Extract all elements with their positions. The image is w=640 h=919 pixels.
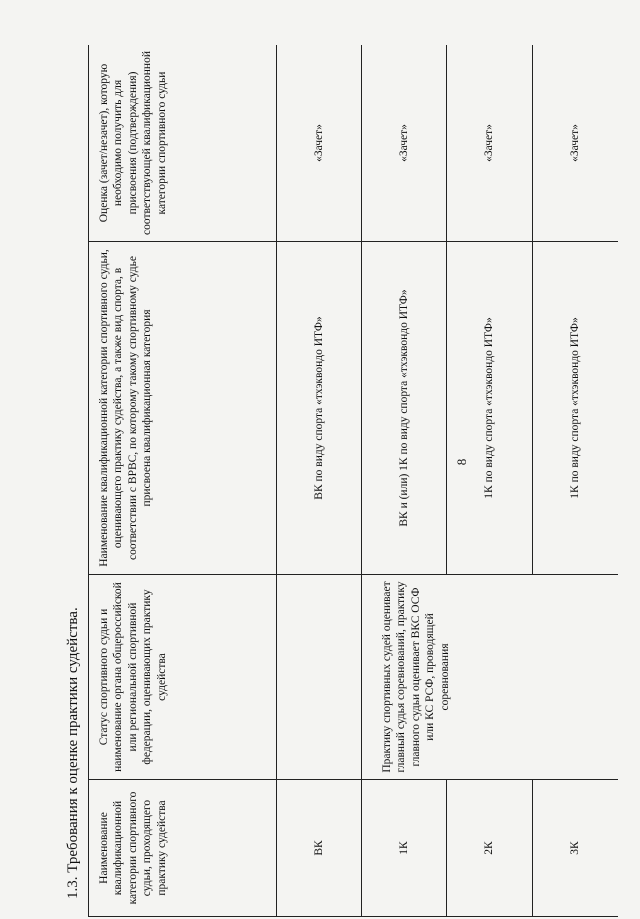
grade-cell: «Зачет» <box>277 45 362 242</box>
table-row <box>277 45 362 917</box>
header-category: Наименование квалификационной категории спортивного судьи, проходящего практику судейства <box>89 780 277 917</box>
status-cell-merged: Практику спортивных судей оценивает главный судья соревнований, практику главного судьи оценивает ВКС ОСФ или КС РСФ, проводящей соревнования <box>362 575 619 780</box>
table-row <box>447 45 533 917</box>
header-status: Статус спортивного судьи и наименование органа общероссийской или региональной спортивной федерации, оценивающих практику судейства <box>89 575 277 780</box>
category-cell: 3К <box>533 780 619 917</box>
category-cell: 2К <box>447 780 533 917</box>
grade-cell: «Зачет» <box>447 45 533 242</box>
header-grade: Оценка (зачет/незачет), которую необходимо получить для присвоения (подтверждения) соответствующей квалификационной категории спортивного судьи <box>89 45 277 242</box>
grade-cell: «Зачет» <box>362 45 447 242</box>
header-evaluator: Наименование квалификационной категории спортивного судьи, оценивающего практику судейства, а также вид спорта, в соответствии с ВРВС, по которому такому спортивному судье присвоена квалификационная категория <box>89 242 277 575</box>
category-cell: ВК <box>277 780 362 917</box>
table-row <box>533 45 619 917</box>
evaluator-cell: 1К по виду спорта «тхэквондо ИТФ» <box>533 242 619 575</box>
table-row <box>362 45 447 917</box>
page-number: 8 <box>454 458 469 466</box>
requirements-table <box>88 45 618 917</box>
evaluator-cell: 1К по виду спорта «тхэквондо ИТФ» <box>447 242 533 575</box>
status-cell-empty <box>277 575 362 780</box>
table-header-row <box>89 45 277 917</box>
section-heading: 1.3. Требования к оценке практики судейства. <box>65 607 81 899</box>
category-cell: 1К <box>362 780 447 917</box>
grade-cell: «Зачет» <box>533 45 619 242</box>
evaluator-cell: ВК и (или) 1К по виду спорта «тхэквондо ИТФ» <box>362 242 447 575</box>
rotated-content <box>60 45 618 917</box>
evaluator-cell: ВК по виду спорта «тхэквондо ИТФ» <box>277 242 362 575</box>
rotated-page <box>60 45 618 917</box>
